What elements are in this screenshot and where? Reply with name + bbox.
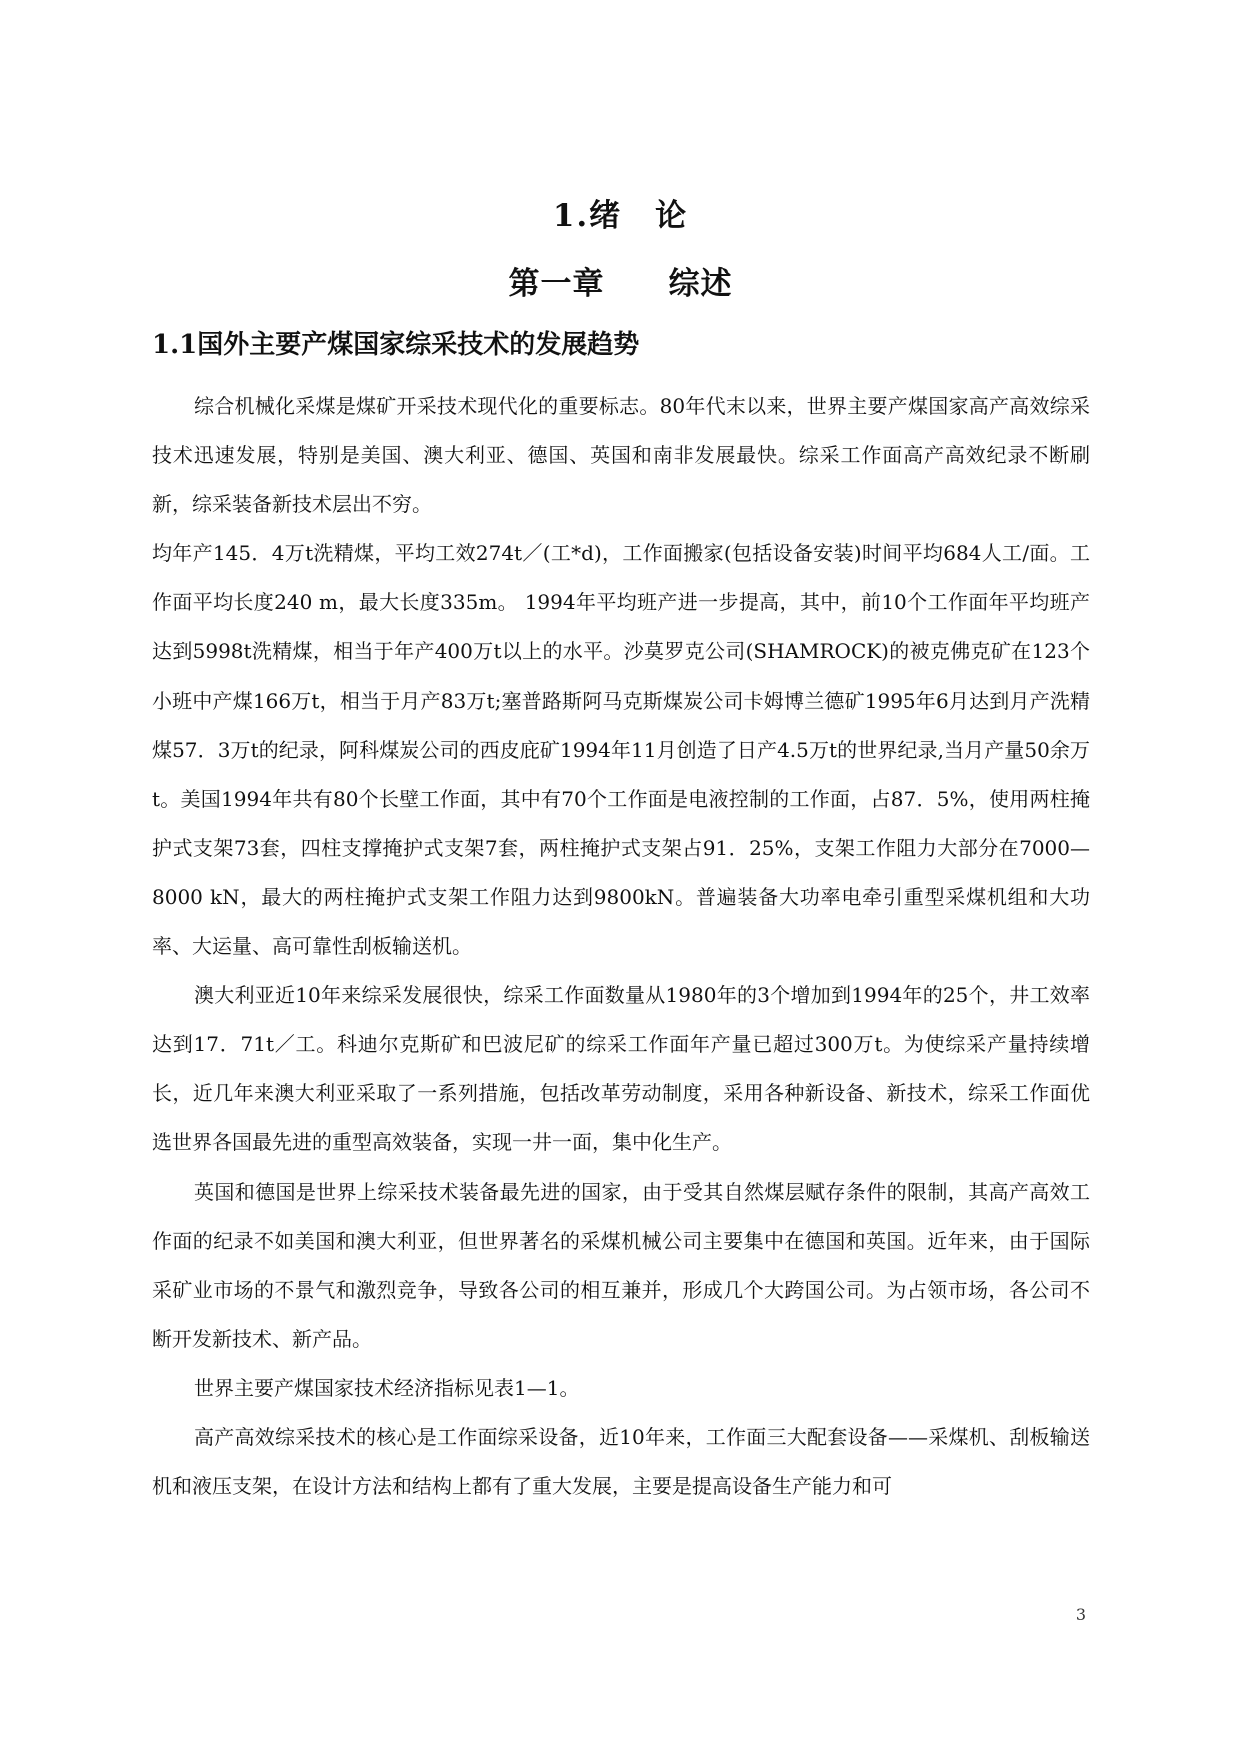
- paragraph-3: 澳大利亚近10年来综采发展很快，综采工作面数量从1980年的3个增加到1994年的25个，井工效率达到17．71t／工。科迪尔克斯矿和巴波尼矿的综采工作面年产量已超过300万t。为使综采产量持续增长，近几年来澳大利亚采取了一系列措施，包括改革劳动制度，采用各种新设备、新技术，综采工作面优选世界各国最先进的重型高效装备，实现一井一面，集中化生产。: [152, 983, 1090, 1155]
- main-heading: 1.绪 论: [552, 198, 689, 234]
- paragraph-1: 综合机械化采煤是煤矿开采技术现代化的重要标志。80年代末以来，世界主要产煤国家高产高效综采技术迅速发展，特别是美国、澳大利亚、德国、英国和南非发展最快。综采工作面高产高效纪录不断刷新，综采装备新技术层出不穷。: [152, 394, 1090, 517]
- chapter-heading: 第一章 综述: [508, 266, 733, 302]
- paragraph-6: 高产高效综采技术的核心是工作面综采设备，近10年来，工作面三大配套设备——采煤机、刮板输送机和液压支架，在设计方法和结构上都有了重大发展，主要是提高设备生产能力和可: [152, 1424, 1090, 1499]
- section-title: 1.1国外主要产煤国家综采技术的发展趋势: [152, 330, 640, 360]
- body-text: [152, 382, 1090, 1511]
- page-number: 3: [1075, 1605, 1086, 1624]
- paragraph-4: 英国和德国是世界上综采技术装备最先进的国家，由于受其自然煤层赋存条件的限制，其高产高效工作面的纪录不如美国和澳大利亚，但世界著名的采煤机械公司主要集中在德国和英国。近年来，由于国际采矿业市场的不景气和激烈竞争，导致各公司的相互兼并，形成几个大跨国公司。为占领市场，各公司不断开发新技术、新产品。: [152, 1179, 1090, 1351]
- paragraph-5: 世界主要产煤国家技术经济指标见表1—1。: [194, 1375, 580, 1400]
- paragraph-2: 均年产145．4万t洗精煤，平均工效274t／(工*d)，工作面搬家(包括设备安装)时间平均684人工/面。工作面平均长度240 m，最大长度335m。 1994年平均班产进一步提高，其中，前10个工作面年平均班产达到5998t洗精煤，相当于年产400万t以上的水平。沙莫罗克公司(SHAMROCK)的被克佛克矿在123个小班中产煤166万t，相当于月产83万t;塞普路斯阿马克斯煤炭公司卡姆博兰德矿1995年6月达到月产洗精煤57．3万t的纪录，阿科煤炭公司的西皮庇矿1994年11月创造了日产4.5万t的世界纪录,当月产量50余万t。美国1994年共有80个长壁工作面，其中有70个工作面是电液控制的工作面，占87．5%，使用两柱掩护式支架73套，四柱支撑掩护式支架7套，两柱掩护式支架占91．25%，支架工作阻力大部分在7000—8000 kN，最大的两柱掩护式支架工作阻力达到9800kN。普遍装备大功率电牵引重型采煤机组和大功率、大运量、高可靠性刮板输送机。: [152, 541, 1090, 959]
